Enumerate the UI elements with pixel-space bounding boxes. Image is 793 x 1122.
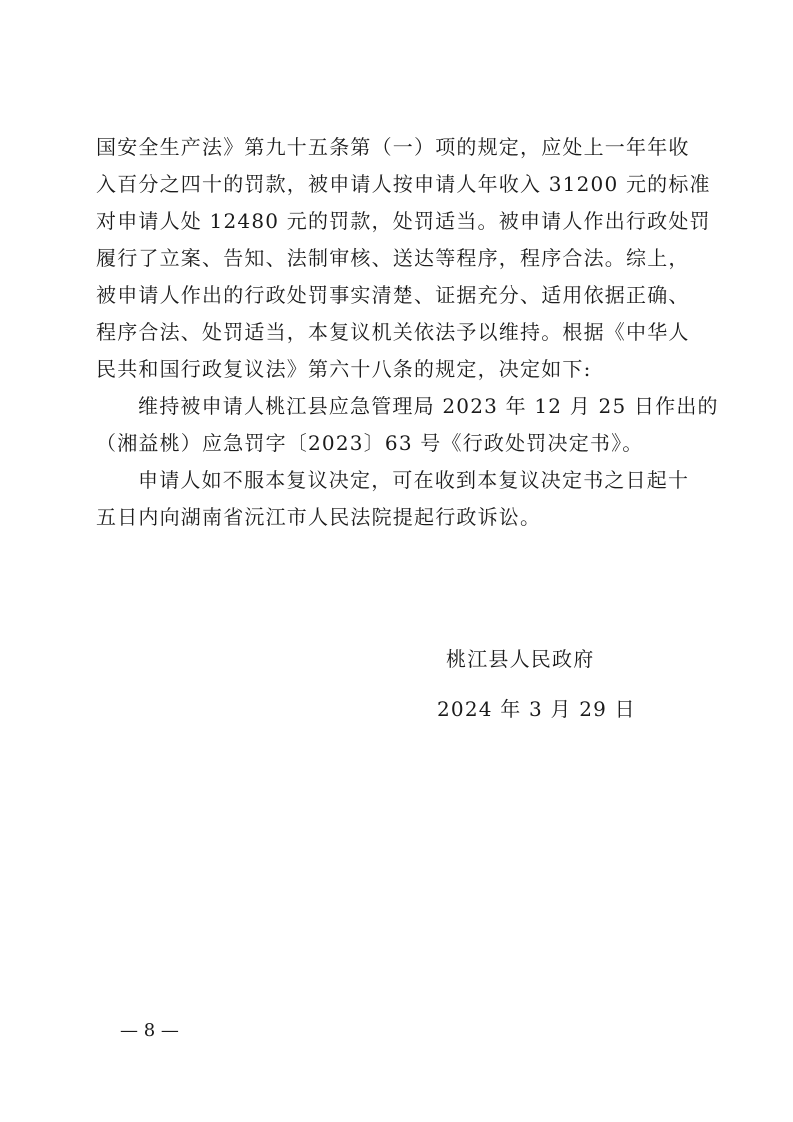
decision-line-2: （湘益桃）应急罚字〔2023〕63 号《行政处罚决定书》。 [96,431,644,455]
body-line-4: 履行了立案、告知、法制审核、送达等程序，程序合法。综上， [96,246,690,270]
appeal-line-2: 五日内向湖南省沅江市人民法院提起行政诉讼。 [96,505,542,529]
signature-organization: 桃江县人民政府 [446,647,595,671]
body-line-6: 程序合法、处罚适当，本复议机关依法予以维持。根据《中华人 [96,320,690,344]
decision-line-1: 维持被申请人桃江县应急管理局 2023 年 12 月 25 日作出的 [138,394,719,418]
signature-date: 2024 年 3 月 29 日 [437,697,636,721]
body-line-2: 入百分之四十的罚款，被申请人按申请人年收入 31200 元的标准 [96,172,711,196]
body-line-5: 被申请人作出的行政处罚事实清楚、证据充分、适用依据正确、 [96,283,690,307]
body-line-7: 民共和国行政复议法》第六十八条的规定，决定如下: [96,357,592,381]
page-number: — 8 — [120,1020,179,1041]
body-line-1: 国安全生产法》第九十五条第（一）项的规定，应处上一年年收 [96,135,690,159]
appeal-line-1: 申请人如不服本复议决定，可在收到本复议决定书之日起十 [138,468,690,492]
body-line-3: 对申请人处 12480 元的罚款，处罚适当。被申请人作出行政处罚 [96,209,711,233]
